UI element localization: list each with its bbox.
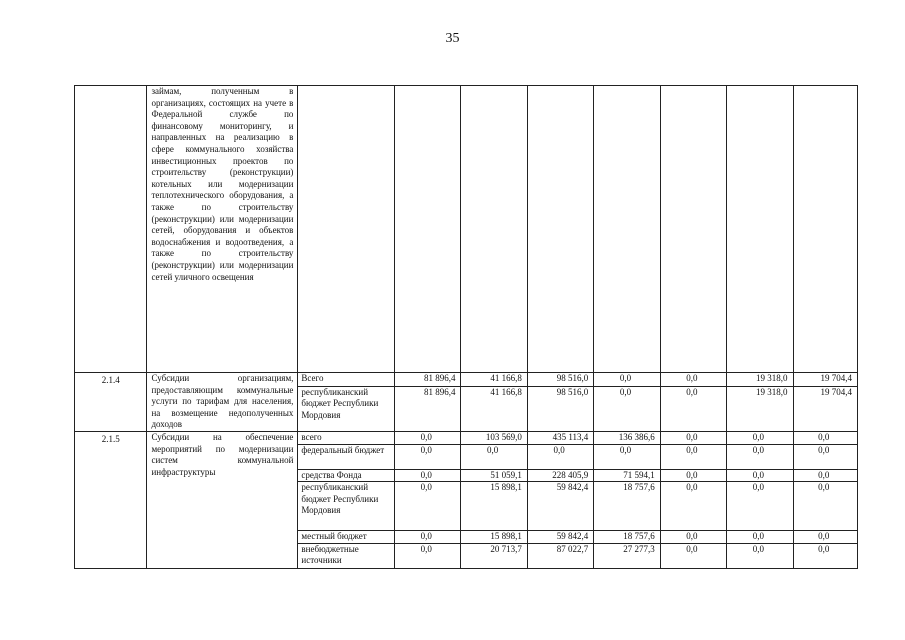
value-cell (527, 86, 593, 373)
value-cell: 435 113,4 (527, 431, 593, 444)
description-cell: Субсидии организациям, предоставляющим коммунальные услуги по тарифам для населения, на возмещение недополученных доходов (147, 373, 298, 432)
value-cell: 0,0 (660, 373, 726, 387)
value-cell: 0,0 (727, 531, 793, 544)
value-cell: 0,0 (660, 469, 726, 482)
value-cell: 19 704,4 (793, 386, 857, 431)
value-cell: 19 318,0 (727, 386, 793, 431)
value-cell: 81 896,4 (395, 373, 461, 387)
value-cell: 0,0 (527, 444, 593, 469)
value-cell: 0,0 (660, 431, 726, 444)
value-cell (395, 86, 461, 373)
value-cell: 19 704,4 (793, 373, 857, 387)
value-cell: 0,0 (793, 469, 857, 482)
source-cell: Всего (298, 373, 395, 387)
description-cell: займам, полученным в организациях, состоящих на учете в Федеральной службе по финансовому мониторингу, и направленных на реализацию в сфере коммунального хозяйства инвестиционных проектов по строительству (реконструкции) котельных или модернизации теплотехнического оборудования, а также по строительству (реконструкции) или модернизации сетей, оборудования и объектов водоснабжения и водоотведения, а также по строительству (реконструкции) или модернизации сетей уличного освещения (147, 86, 298, 373)
value-cell: 98 516,0 (527, 373, 593, 387)
value-cell (727, 86, 793, 373)
value-cell: 0,0 (594, 386, 660, 431)
source-cell: республиканский бюджет Республики Мордовия (298, 482, 395, 531)
table-row (75, 373, 858, 387)
value-cell: 0,0 (594, 373, 660, 387)
value-cell: 41 166,8 (461, 386, 527, 431)
row-number-cell (75, 86, 147, 373)
value-cell: 98 516,0 (527, 386, 593, 431)
value-cell: 0,0 (727, 469, 793, 482)
description-cell: Субсидии на обеспечение мероприятий по модернизации систем коммунальной инфраструктуры (147, 431, 298, 568)
value-cell: 0,0 (727, 444, 793, 469)
row-number-cell: 2.1.4 (75, 373, 147, 432)
value-cell: 0,0 (660, 482, 726, 531)
value-cell: 19 318,0 (727, 373, 793, 387)
source-cell: федеральный бюджет (298, 444, 395, 469)
row-number-cell: 2.1.5 (75, 431, 147, 568)
source-cell: средства Фонда (298, 469, 395, 482)
value-cell: 59 842,4 (527, 531, 593, 544)
source-cell: республиканский бюджет Республики Мордовия (298, 386, 395, 431)
value-cell: 15 898,1 (461, 482, 527, 531)
page-number: 35 (445, 31, 460, 46)
value-cell: 0,0 (660, 543, 726, 568)
value-cell (594, 86, 660, 373)
value-cell: 136 386,6 (594, 431, 660, 444)
value-cell: 0,0 (660, 386, 726, 431)
value-cell: 18 757,6 (594, 531, 660, 544)
value-cell: 0,0 (727, 543, 793, 568)
value-cell: 59 842,4 (527, 482, 593, 531)
value-cell: 0,0 (793, 444, 857, 469)
value-cell (793, 86, 857, 373)
value-cell: 0,0 (727, 431, 793, 444)
value-cell: 0,0 (793, 482, 857, 531)
value-cell: 0,0 (727, 482, 793, 531)
value-cell: 51 059,1 (461, 469, 527, 482)
value-cell: 0,0 (395, 543, 461, 568)
source-cell (298, 86, 395, 373)
source-cell: всего (298, 431, 395, 444)
value-cell: 0,0 (660, 531, 726, 544)
value-cell: 0,0 (594, 444, 660, 469)
value-cell: 0,0 (660, 444, 726, 469)
value-cell: 87 022,7 (527, 543, 593, 568)
value-cell: 71 594,1 (594, 469, 660, 482)
table-row (75, 431, 858, 444)
value-cell: 103 569,0 (461, 431, 527, 444)
value-cell: 0,0 (461, 444, 527, 469)
value-cell: 41 166,8 (461, 373, 527, 387)
value-cell: 81 896,4 (395, 386, 461, 431)
value-cell (461, 86, 527, 373)
value-cell: 0,0 (395, 469, 461, 482)
value-cell: 0,0 (793, 531, 857, 544)
value-cell: 20 713,7 (461, 543, 527, 568)
value-cell: 0,0 (395, 531, 461, 544)
table-row (75, 86, 858, 373)
value-cell: 15 898,1 (461, 531, 527, 544)
value-cell: 0,0 (395, 482, 461, 531)
value-cell (660, 86, 726, 373)
source-cell: местный бюджет (298, 531, 395, 544)
value-cell: 0,0 (793, 431, 857, 444)
budget-table (74, 85, 858, 569)
value-cell: 0,0 (395, 431, 461, 444)
value-cell: 27 277,3 (594, 543, 660, 568)
value-cell: 0,0 (793, 543, 857, 568)
value-cell: 18 757,6 (594, 482, 660, 531)
value-cell: 228 405,9 (527, 469, 593, 482)
source-cell: внебюджетные источники (298, 543, 395, 568)
value-cell: 0,0 (395, 444, 461, 469)
